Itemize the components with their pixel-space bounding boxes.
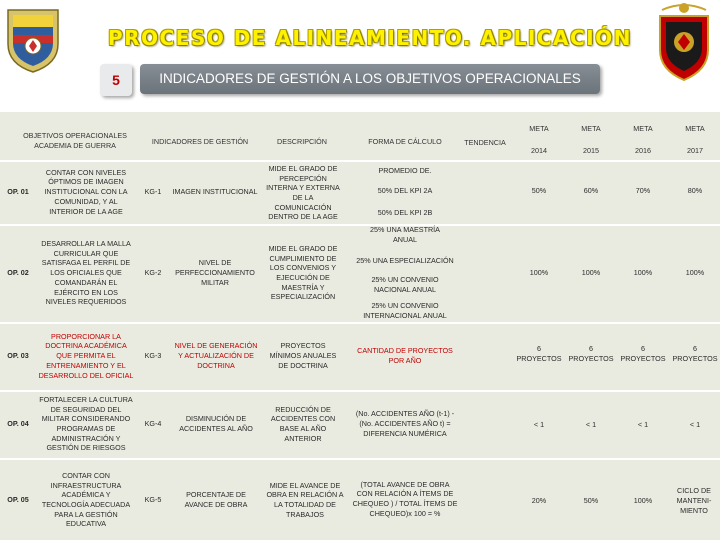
row-objective: FORTALECER LA CULTURA DE SEGURIDAD DEL MILITAR CONSIDERANDO PROGRAMAS DE ADMINISTRACIÓN Y GESTIÓN DE RIESGOS (39, 394, 133, 453)
row-meta: 6 PROYECTOS (568, 344, 614, 363)
page-title: PROCESO DE ALINEAMIENTO. APLICACIÓN (108, 26, 632, 50)
header-objetivos: OBJETIVOS OPERACIONALES ACADEMIA DE GUERRA (23, 131, 127, 150)
section-banner: INDICADORES DE GESTIÓN A LOS OBJETIVOS OPERACIONALES (140, 64, 600, 94)
row-indicator: DISMINUCIÓN DE ACCIDENTES AL AÑO (179, 414, 253, 433)
army-crest-icon (652, 0, 716, 82)
row-meta: 100% (581, 268, 601, 278)
row-meta: 100% (633, 268, 653, 278)
header-tendencia: TENDENCIA (464, 138, 506, 148)
academy-crest-icon (4, 4, 62, 74)
row-description: MIDE EL GRADO DE CUMPLIMIENTO DE LOS CONVENIOS Y EJECUCIÓN DE MAESTRÍA Y ESPECIALIZACIÓN (268, 243, 338, 302)
row-kpi: KG-2 (144, 268, 162, 278)
row-meta: < 1 (689, 420, 701, 430)
header-descripcion: DESCRIPCIÓN (277, 137, 327, 147)
row-meta: 6 PROYECTOS (672, 344, 718, 363)
row-kpi: KG-5 (144, 495, 162, 505)
row-meta: 6 PROYECTOS (620, 344, 666, 363)
row-formula: CANTIDAD DE PROYECTOS POR AÑO (357, 346, 453, 365)
header-forma: FORMA DE CÁLCULO (368, 137, 442, 147)
header-year: 2016 (635, 146, 651, 156)
row-indicator: IMAGEN INSTITUCIONAL (172, 187, 258, 197)
row-meta: 20% (531, 496, 547, 506)
row-formula: (TOTAL AVANCE DE OBRA CON RELACIÓN A ÍTEMS DE CHEQUEO ) / TOTAL ÍTEMS DE CHEQUEO)x 100 = % (352, 479, 458, 518)
header-year: 2015 (583, 146, 599, 156)
row-meta: 100% (633, 496, 653, 506)
row-objective: PROPORCIONAR LA DOCTRINA ACADÉMICA QUE PERMITA EL ENTRENAMIENTO Y EL DESARROLLO DEL OFICIAL (38, 331, 134, 380)
row-formula: PROMEDIO DE. (378, 166, 432, 176)
step-badge: 5 (100, 64, 132, 96)
row-meta: < 1 (585, 420, 597, 430)
row-meta: 80% (687, 186, 703, 196)
row-description: MIDE EL AVANCE DE OBRA EN RELACIÓN A LA TOTALIDAD DE TRABAJOS (266, 480, 344, 519)
row-meta: < 1 (533, 420, 545, 430)
row-indicator: PORCENTAJE DE AVANCE DE OBRA (184, 490, 248, 509)
row-formula: 25% UNA ESPECIALIZACIÓN (356, 256, 454, 266)
row-meta: 100% (685, 268, 705, 278)
row-indicator: NIVEL DE GENERACIÓN Y ACTUALIZACIÓN DE DOCTRINA (174, 341, 258, 370)
header-indicadores: INDICADORES DE GESTIÓN (151, 137, 249, 147)
row-code: OP. 05 (7, 495, 29, 505)
row-code: OP. 04 (7, 419, 29, 429)
row-objective: CONTAR CON INFRAESTRUCTURA ACADÉMICA Y TECNOLOGÍA ADECUADA PARA LA GESTIÓN EDUCATIVA (41, 470, 131, 529)
header-meta: META (581, 124, 601, 134)
header-year: 2017 (687, 146, 703, 156)
row-formula: 25% UNA MAESTRÍA ANUAL (370, 225, 440, 244)
row-meta: 6 PROYECTOS (516, 344, 562, 363)
row-objective: DESARROLLAR LA MALLA CURRICULAR QUE SATISFAGA EL PERFIL DE LOS OFICIALES QUE COMANDARÁN EL EJÉRCITO EN LOS NIVELES REQUERIDOS (41, 238, 131, 307)
header (0, 0, 720, 112)
header-meta: META (685, 124, 705, 134)
row-meta: 50% (583, 496, 599, 506)
row-formula: 50% DEL KPI 2A (377, 186, 433, 196)
row-formula: 25% UN CONVENIO NACIONAL ANUAL (371, 275, 439, 294)
row-meta: 100% (529, 268, 549, 278)
row-kpi: KG-3 (144, 351, 162, 361)
row-code: OP. 03 (7, 351, 29, 361)
row-code: OP. 02 (7, 268, 29, 278)
row-description: REDUCCIÓN DE ACCIDENTES CON BASE AL AÑO ANTERIOR (270, 404, 336, 443)
row-indicator: NIVEL DE PERFECCIONAMIENTO MILITAR (175, 258, 255, 287)
row-formula: 50% DEL KPI 2B (377, 208, 433, 218)
row-objective: CONTAR CON NIVELES ÓPTIMOS DE IMAGEN INSTITUCIONAL CON LA COMUNIDAD, Y AL INTERIOR DE LA AGE (44, 167, 128, 216)
indicators-table (0, 112, 720, 540)
row-code: OP. 01 (7, 187, 29, 197)
header-year: 2014 (531, 146, 547, 156)
header-meta: META (633, 124, 653, 134)
header-meta: META (529, 124, 549, 134)
row-kpi: KG-4 (144, 419, 162, 429)
row-formula: (No. ACCIDENTES AÑO (t-1) - (No. ACCIDENTES AÑO t) = DIFERENCIA NUMÉRICA (355, 409, 455, 438)
row-meta: CICLO DE MANTENI-MIENTO (676, 486, 712, 515)
row-description: MIDE EL GRADO DE PERCEPCIÓN INTERNA Y EXTERNA DE LA COMUNICACIÓN DENTRO DE LA AGE (266, 163, 340, 222)
row-meta: < 1 (637, 420, 649, 430)
row-formula: 25% UN CONVENIO INTERNACIONAL ANUAL (363, 301, 447, 320)
row-meta: 60% (583, 186, 599, 196)
row-kpi: KG-1 (144, 187, 162, 197)
row-meta: 70% (635, 186, 651, 196)
row-meta: 50% (531, 186, 547, 196)
row-description: PROYECTOS MÍNIMOS ANUALES DE DOCTRINA (269, 341, 337, 370)
